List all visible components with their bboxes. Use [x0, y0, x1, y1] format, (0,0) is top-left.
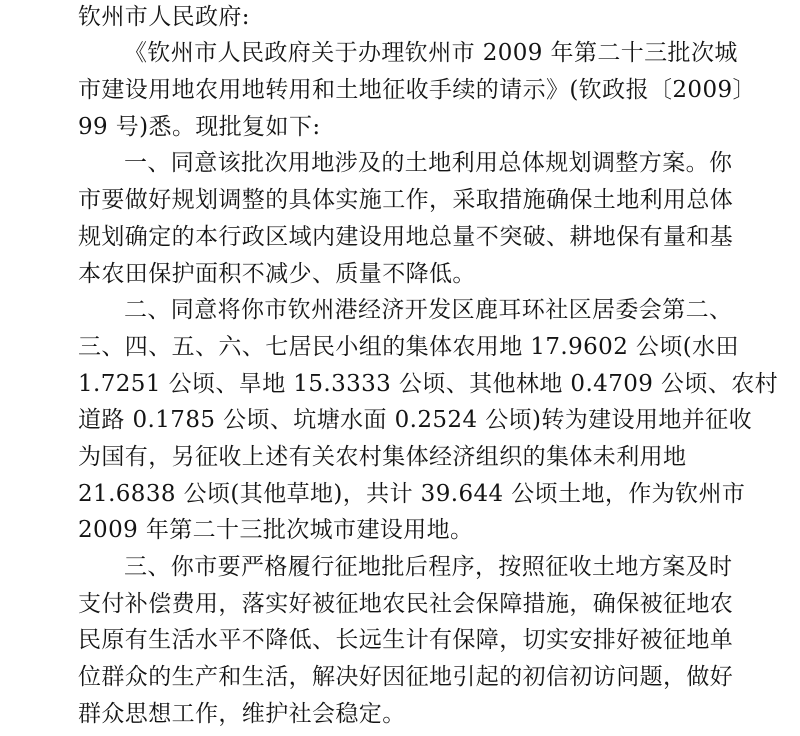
text-line-14: 2009 年第二十三批次城市建设用地。 — [78, 517, 474, 543]
text-line-6: 规划确定的本行政区域内建设用地总量不突破、耕地保有量和基 — [78, 224, 734, 250]
text-line-5: 市要做好规划调整的具体实施工作，采取措施确保土地利用总体 — [78, 187, 734, 213]
text-line-9: 三、四、五、六、七居民小组的集体农用地 17.9602 公顷(水田 — [78, 334, 739, 360]
text-line-4: 一、同意该批次用地涉及的土地利用总体规划调整方案。你 — [124, 150, 733, 176]
text-line-18: 位群众的生产和生活，解决好因征地引起的初信初访问题，做好 — [78, 664, 734, 690]
text-line-7: 本农田保护面积不减少、质量不降低。 — [78, 261, 476, 287]
text-line-2: 市建设用地农用地转用和土地征收手续的请示》(钦政报〔2009〕 — [78, 77, 756, 103]
text-line-16: 支付补偿费用，落实好被征地农民社会保障措施，确保被征地农 — [78, 591, 734, 617]
text-line-13: 21.6838 公顷(其他草地)，共计 39.644 公顷土地，作为钦州市 — [78, 481, 746, 507]
text-line-17: 民原有生活水平不降低、长远生计有保障，切实安排好被征地单 — [78, 627, 734, 653]
text-line-8: 二、同意将你市钦州港经济开发区鹿耳环社区居委会第二、 — [124, 297, 733, 323]
addressee: 钦州市人民政府: — [78, 4, 250, 30]
text-line-3: 99 号)悉。现批复如下: — [78, 114, 321, 140]
text-line-1: 《钦州市人民政府关于办理钦州市 2009 年第二十三批次城 — [124, 40, 738, 66]
text-line-10: 1.7251 公顷、旱地 15.3333 公顷、其他林地 0.4709 公顷、农村 — [78, 371, 779, 397]
text-line-11: 道路 0.1785 公顷、坑塘水面 0.2524 公顷)转为建设用地并征收 — [78, 407, 752, 433]
text-line-15: 三、你市要严格履行征地批后程序，按照征收土地方案及时 — [124, 554, 733, 580]
text-line-12: 为国有，另征收上述有关农村集体经济组织的集体未利用地 — [78, 444, 687, 470]
text-line-19: 群众思想工作，维护社会稳定。 — [78, 701, 406, 727]
